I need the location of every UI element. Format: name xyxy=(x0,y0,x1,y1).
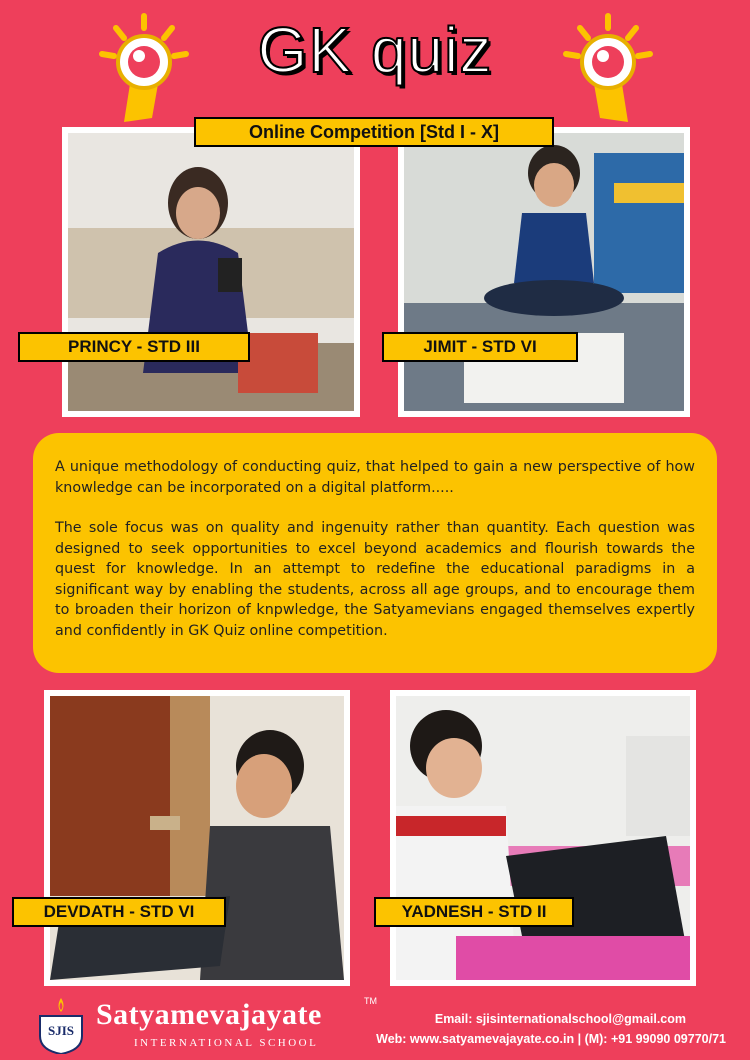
caption-princy: PRINCY - STD III xyxy=(18,332,250,362)
logo-text: SJIS xyxy=(47,1023,75,1038)
competition-subtitle: Online Competition [Std I - X] xyxy=(194,117,554,147)
photo-yadnesh xyxy=(390,690,696,986)
trademark-symbol: TM xyxy=(364,996,377,1006)
caption-yadnesh: YADNESH - STD II xyxy=(374,897,574,927)
photo-princy xyxy=(62,127,360,417)
school-brand-name: Satyamevajayate xyxy=(96,998,322,1031)
school-logo-icon xyxy=(32,996,90,1054)
photo-jimit xyxy=(398,127,690,417)
description-paragraph-2: The sole focus was on quality and ingenuity rather than quantity. Each question was designed to seek opportunities to excel beyond academics and flourish towards the quest for knowledge. In an attempt to redefine the educational paradigms in a significant way by enabling the students, across all age groups, and to encourage them to broaden their horizon of knpwledge, the Satyamevians engaged themselves expertly and confidently in GK Quiz online competition. xyxy=(55,520,695,639)
contact-web-phone[interactable]: Web: www.satyamevajayate.co.in | (M): +91 99090 09770/71 xyxy=(376,1032,726,1046)
light-bulb-icon-right xyxy=(550,6,660,124)
caption-devdath: DEVDATH - STD VI xyxy=(12,897,226,927)
caption-jimit: JIMIT - STD VI xyxy=(382,332,578,362)
light-bulb-icon-left xyxy=(92,6,202,124)
description-box xyxy=(33,433,717,673)
school-brand-subtitle: INTERNATIONAL SCHOOL xyxy=(134,1037,319,1049)
page-title: GK quiz xyxy=(257,14,493,86)
description-paragraph-1: A unique methodology of conducting quiz, that helped to gain a new perspective of how knowledge can be incorporated on a digital platform..... xyxy=(55,459,695,496)
photo-devdath xyxy=(44,690,350,986)
contact-email[interactable]: Email: sjisinternationalschool@gmail.com xyxy=(434,1012,686,1026)
